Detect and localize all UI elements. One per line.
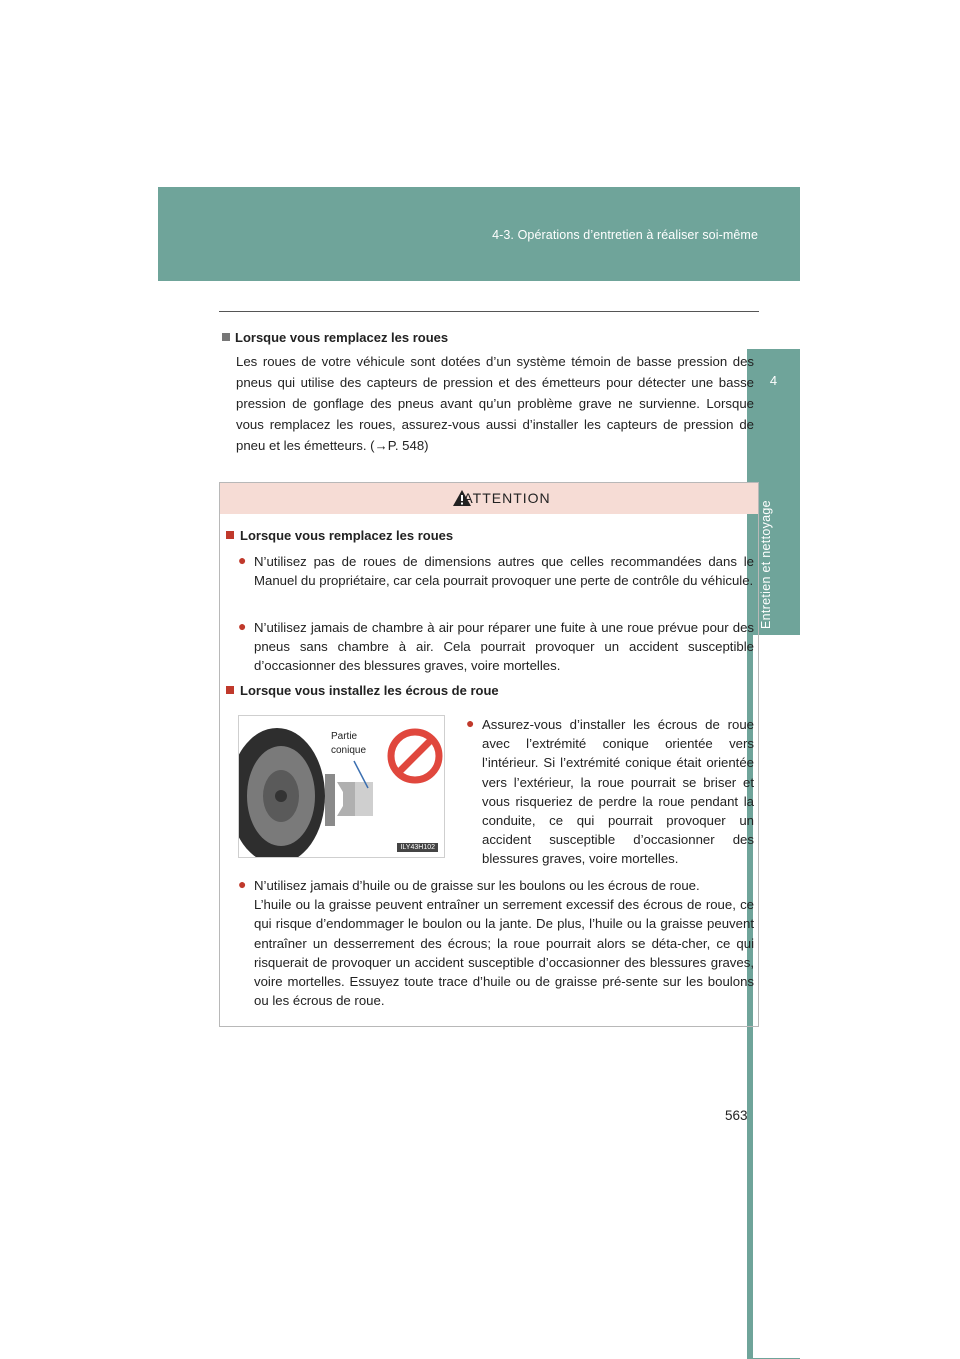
section-heading-text: Lorsque vous remplacez les roues: [235, 330, 449, 345]
warning-bullet-text: N’utilisez pas de roues de dimensions autres que celles recommandées dans le Manuel du propriétaire, car cela pourrait provoquer une perte de contrôle du véhicule.: [254, 554, 754, 589]
chapter-label: Entretien et nettoyage: [759, 500, 773, 629]
figure-label-line: Partie: [331, 731, 358, 742]
figure-label: [331, 730, 366, 758]
warning-subheading-wheels: [226, 528, 453, 543]
divider: [219, 311, 759, 312]
header-band: [158, 187, 800, 281]
warning-header: [220, 483, 758, 514]
square-bullet-icon: [226, 686, 234, 694]
square-bullet-icon: [226, 531, 234, 539]
warning-subheading-text: Lorsque vous installez les écrous de roue: [240, 683, 499, 698]
chapter-number: 4: [769, 373, 778, 388]
bullet-dot-icon: ●: [238, 876, 247, 892]
page-number: 563: [725, 1108, 748, 1123]
warning-bullet-text: Assurez-vous d’installer les écrous de roue avec l’extrémité conique orientée vers l’intérieur. Si l’extrémité conique était orientée vers l’extérieur, la roue pourrait se briser et vous risqueriez de perdre la roue pendant la conduite, ce qui pourrait provoquer un accident susceptible d’occasionner des blessures graves, voire mortelles.: [482, 717, 754, 867]
warning-title: [220, 490, 758, 506]
warning-subheading-nuts: [226, 683, 499, 698]
warning-bullet: [238, 618, 754, 676]
section-paragraph: Les roues de votre véhicule sont dotées d’un système témoin de basse pression des pneus qui utilise des capteurs de pression et des émetteurs pour détecter une basse pression de gonflage des pneus avant qu’un problème grave ne survienne. Lorsque vous remplacez les roues, assurez-vous aussi d’installer les capteurs de pression de pneu et les émetteurs. (→P. 548): [236, 354, 754, 453]
section-heading: [222, 330, 754, 345]
info-section: [222, 330, 754, 456]
bullet-dot-icon: ●: [238, 552, 247, 568]
warning-box: [219, 482, 759, 1027]
wheel-nut-illustration: [238, 715, 445, 858]
warning-bullet-text: L’huile ou la graisse peuvent entraîner un serrement excessif des écrous de roue, ce qui risque d’endommager le boulon ou la jante. De plus, l’huile ou la graisse peuvent entraîner un desserrement des écrous; la roue pourrait alors se déta-cher, ce qui risquerait de provoquer un accident susceptible d’occasionner des blessures graves, voire mortelles. Essuyez toute trace d’huile ou de graisse pré-sente sur les boulons ou les écrous de roue.: [254, 897, 754, 1009]
figure-code: ILY43H102: [397, 843, 438, 852]
warning-bullet: [466, 715, 754, 869]
side-tab-gap: [747, 281, 800, 349]
warning-title-text: ATTENTION: [463, 490, 551, 506]
bullet-dot-icon: ●: [238, 618, 247, 634]
bullet-dot-icon: ●: [466, 715, 475, 731]
square-bullet-icon: [222, 333, 230, 341]
warning-bullet: [238, 876, 754, 1010]
warning-bullet: [238, 552, 754, 590]
warning-bullet-text: N’utilisez jamais de chambre à air pour réparer une fuite à une roue prévue pour des pneus sans chambre à air. Cela pourrait provoquer un accident susceptible d’occasionner des blessures graves, voire mortelles.: [254, 620, 754, 674]
warning-bullet-text: N’utilisez jamais d’huile ou de graisse sur les boulons ou les écrous de roue.: [254, 878, 700, 893]
warning-subheading-text: Lorsque vous remplacez les roues: [240, 528, 454, 543]
section-header-title: 4-3. Opérations d’entretien à réaliser soi-même: [492, 228, 758, 242]
figure-label-line: conique: [331, 745, 367, 756]
